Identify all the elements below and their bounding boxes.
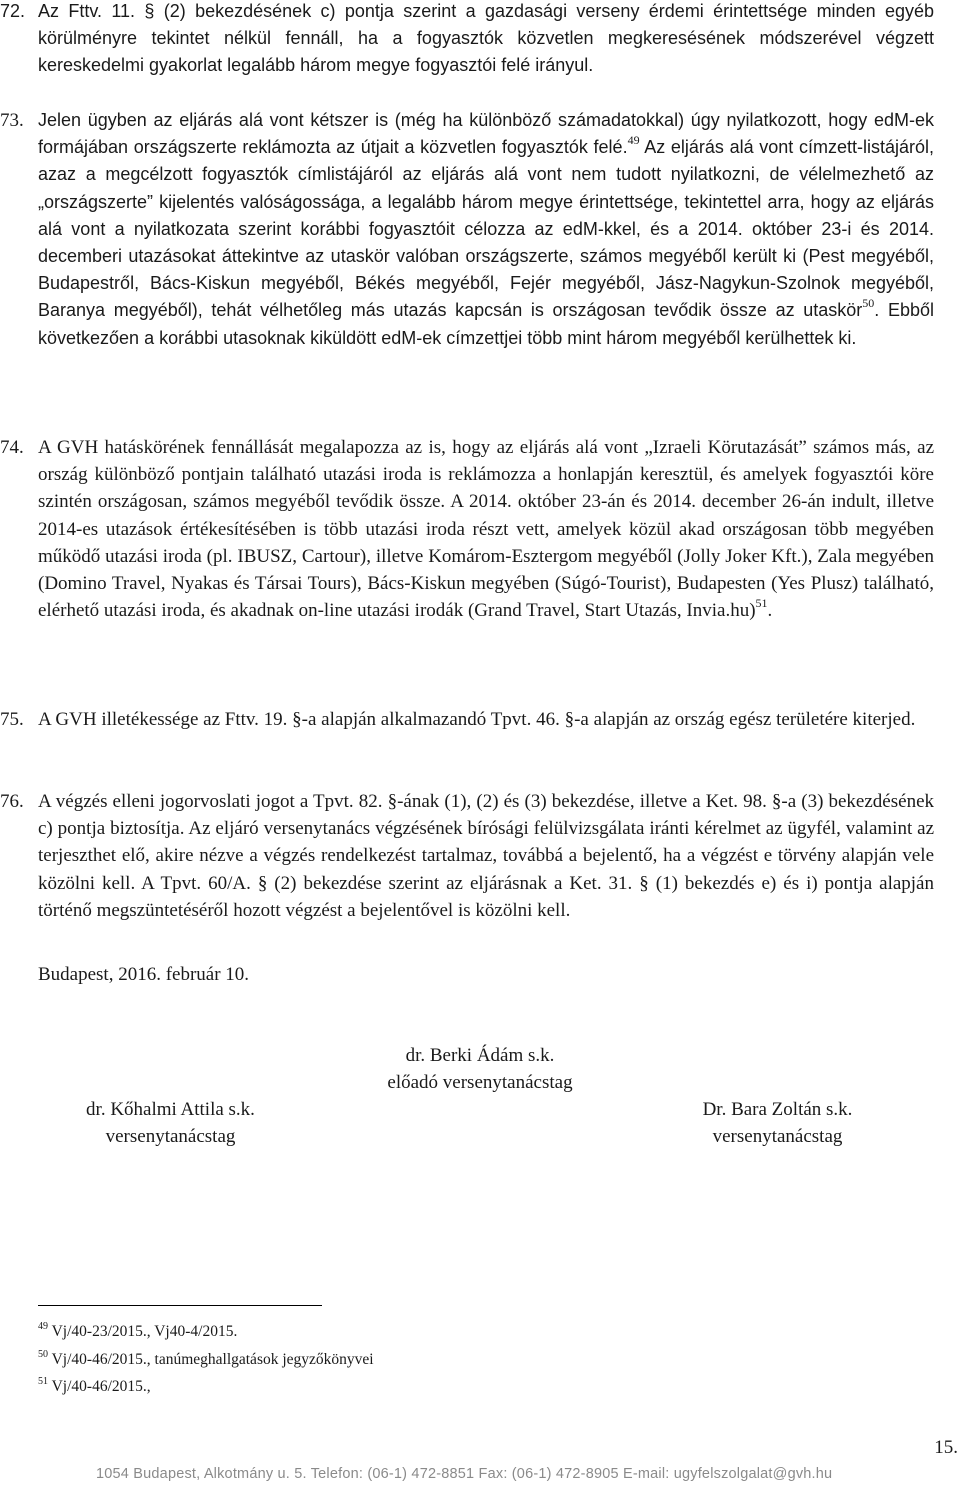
paragraph-74 [0,434,934,624]
footnote-text: Vj/40-46/2015., tanúmeghallgatások jegyzőkönyvei [51,1351,374,1368]
signature-role: versenytanácstag [105,1126,236,1147]
paragraph-text: . [767,600,773,622]
paragraph-73 [0,107,934,352]
footnote-separator [38,1305,322,1306]
paragraph-number: 76. [0,791,24,812]
footnote-number: 51 [38,1375,48,1387]
signature-name: Dr. Bara Zoltán s.k. [702,1099,853,1120]
footnote-51 [38,1377,151,1397]
paragraph-number: 73. [0,110,24,131]
paragraph-text: Az Fttv. 11. § (2) bekezdésének c) pontja szerint a gazdasági verseny érdemi érintettsége minden egyéb körülményre tekintet nélkül fennáll, ha a fogyasztók közvetlen megkeresésének módszerével végzett kereskedelmi gyakorlat legalább három megye fogyasztói felé irányul. [38,1,934,76]
footnote-text: Vj/40-46/2015., [51,1378,151,1395]
paragraph-text: A GVH illetékessége az Fttv. 19. §-a alapján alkalmazandó Tpvt. 46. §-a alapján az ország egész területére kiterjed. [38,709,916,730]
paragraph-number: 72. [0,1,26,21]
signature-left [38,1096,303,1150]
paragraph-text: Jelen ügyben az eljárás alá vont kétszer is (még ha különböző számadatokkal) úgy nyilatkozott, hogy edM-ek formájában országszerte reklámozta az útjait a közvetlen fogyasztók felé. [38,110,934,158]
footnote-number: 50 [38,1348,48,1360]
paragraph-76 [0,788,934,924]
paragraph-75 [0,706,934,733]
footer-contact: 1054 Budapest, Alkotmány u. 5. Telefon: (06-1) 472-8851 Fax: (06-1) 472-8905 E-mail: ugyfelszolgalat@gvh.hu [96,1466,833,1482]
footnote-50 [38,1350,374,1370]
paragraph-72 [0,0,934,80]
date-line: Budapest, 2016. február 10. [38,964,250,985]
footnote-49 [38,1322,237,1342]
signature-role: versenytanácstag [712,1126,843,1147]
footnote-ref: 51 [755,595,768,610]
footnote-number: 49 [38,1320,48,1332]
footnote-ref: 50 [862,296,875,311]
signature-right [650,1096,905,1150]
footnote-text: Vj/40-23/2015., Vj40-4/2015. [51,1323,238,1340]
signature-name: dr. Kőhalmi Attila s.k. [86,1099,255,1120]
paragraph-text: A GVH hatáskörének fennállását megalapozza az is, hogy az eljárás alá vont „Izraeli Körutazását” számos más, az ország különböző pontjain található utazási iroda is reklámozza a honlapján keresztül, és amelyek fogyasztói köre szintén országosan, számos megyéből tevődik össze. A 2014. október 23-án és 2014. december 26-án indult, illetve 2014-es utazások értékesítésében is több utazási iroda részt vett, amelyek közül akad országosan több megyében működő utazási iroda (pl. IBUSZ, Cartour), illetve Komárom-Esztergom megyéből (Jolly Joker Kft.), Zala megyében (Domino Travel, Nyakas és Társai Tours), Bács-Kiskun megyében (Súgó-Tourist), Budapesten (Yes Plusz) található, elérhető utazási iroda, és akadnak on-line utazási irodák (Grand Travel, Start Utazás, Invia.hu) [38,437,934,622]
signature-role: előadó versenytanácstag [387,1072,573,1093]
page-number: 15. [934,1437,958,1458]
paragraph-text: A végzés elleni jogorvoslati jogot a Tpvt. 82. §-ának (1), (2) és (3) bekezdése, illetve a Ket. 98. §-a (3) bekezdésének c) pontja biztosítja. Az eljáró versenytanács végzésének bírósági felülvizsgálata iránti kérelmet az ügyfél, valamint az terjeszthet elő, akire nézve a végzés rendelkezést tartalmaz, továbbá a bejelentő, ha a végzést e törvény alapján vele közölni kell. A Tpvt. 60/A. § (2) bekezdése szerint az eljárásnak a Ket. 31. § (1) bekezdés e) és i) pontja alapján történő megszüntetéséről hozott végzést a bejelentővel is közölni kell. [38,791,934,921]
paragraph-text: Az eljárás alá vont címzett-listájáról, azaz a megcélzott fogyasztók címlistájáról az eljárás alá vont nem tudott nyilatkozni, de vélelmezhető az „országszerte” kijelentés valóságossága, a legalább három megye érintettsége, tekintettel arra, hogy az eljárás alá vont a nyilatkozata szerint korábbi fogyasztóit célozza az edM-kkel, és a 2014. október 23-i és 2014. decemberi utazásokat áttekintve az utaskör valóban országszerte, számos megyéből került ki (Pest megyéből, Budapestről, Bács-Kiskun megyéből, Békés megyéből, Fejér megyéből, Jász-Nagykun-Szolnok megyéből, Baranya megyéből), tehát vélhetőleg más utazás kapcsán is országosan tevődik össze az utaskör [38,137,934,321]
paragraph-number: 75. [0,709,24,730]
paragraph-text: . Ebből következően a korábbi utasoknak kiküldött edM-ek címzettjei több mint három megyéből kerülhettek ki. [38,300,934,348]
signature-name: dr. Berki Ádám s.k. [405,1045,555,1066]
footnote-ref: 49 [627,132,640,147]
paragraph-number: 74. [0,437,24,458]
signature-center [330,1042,630,1096]
